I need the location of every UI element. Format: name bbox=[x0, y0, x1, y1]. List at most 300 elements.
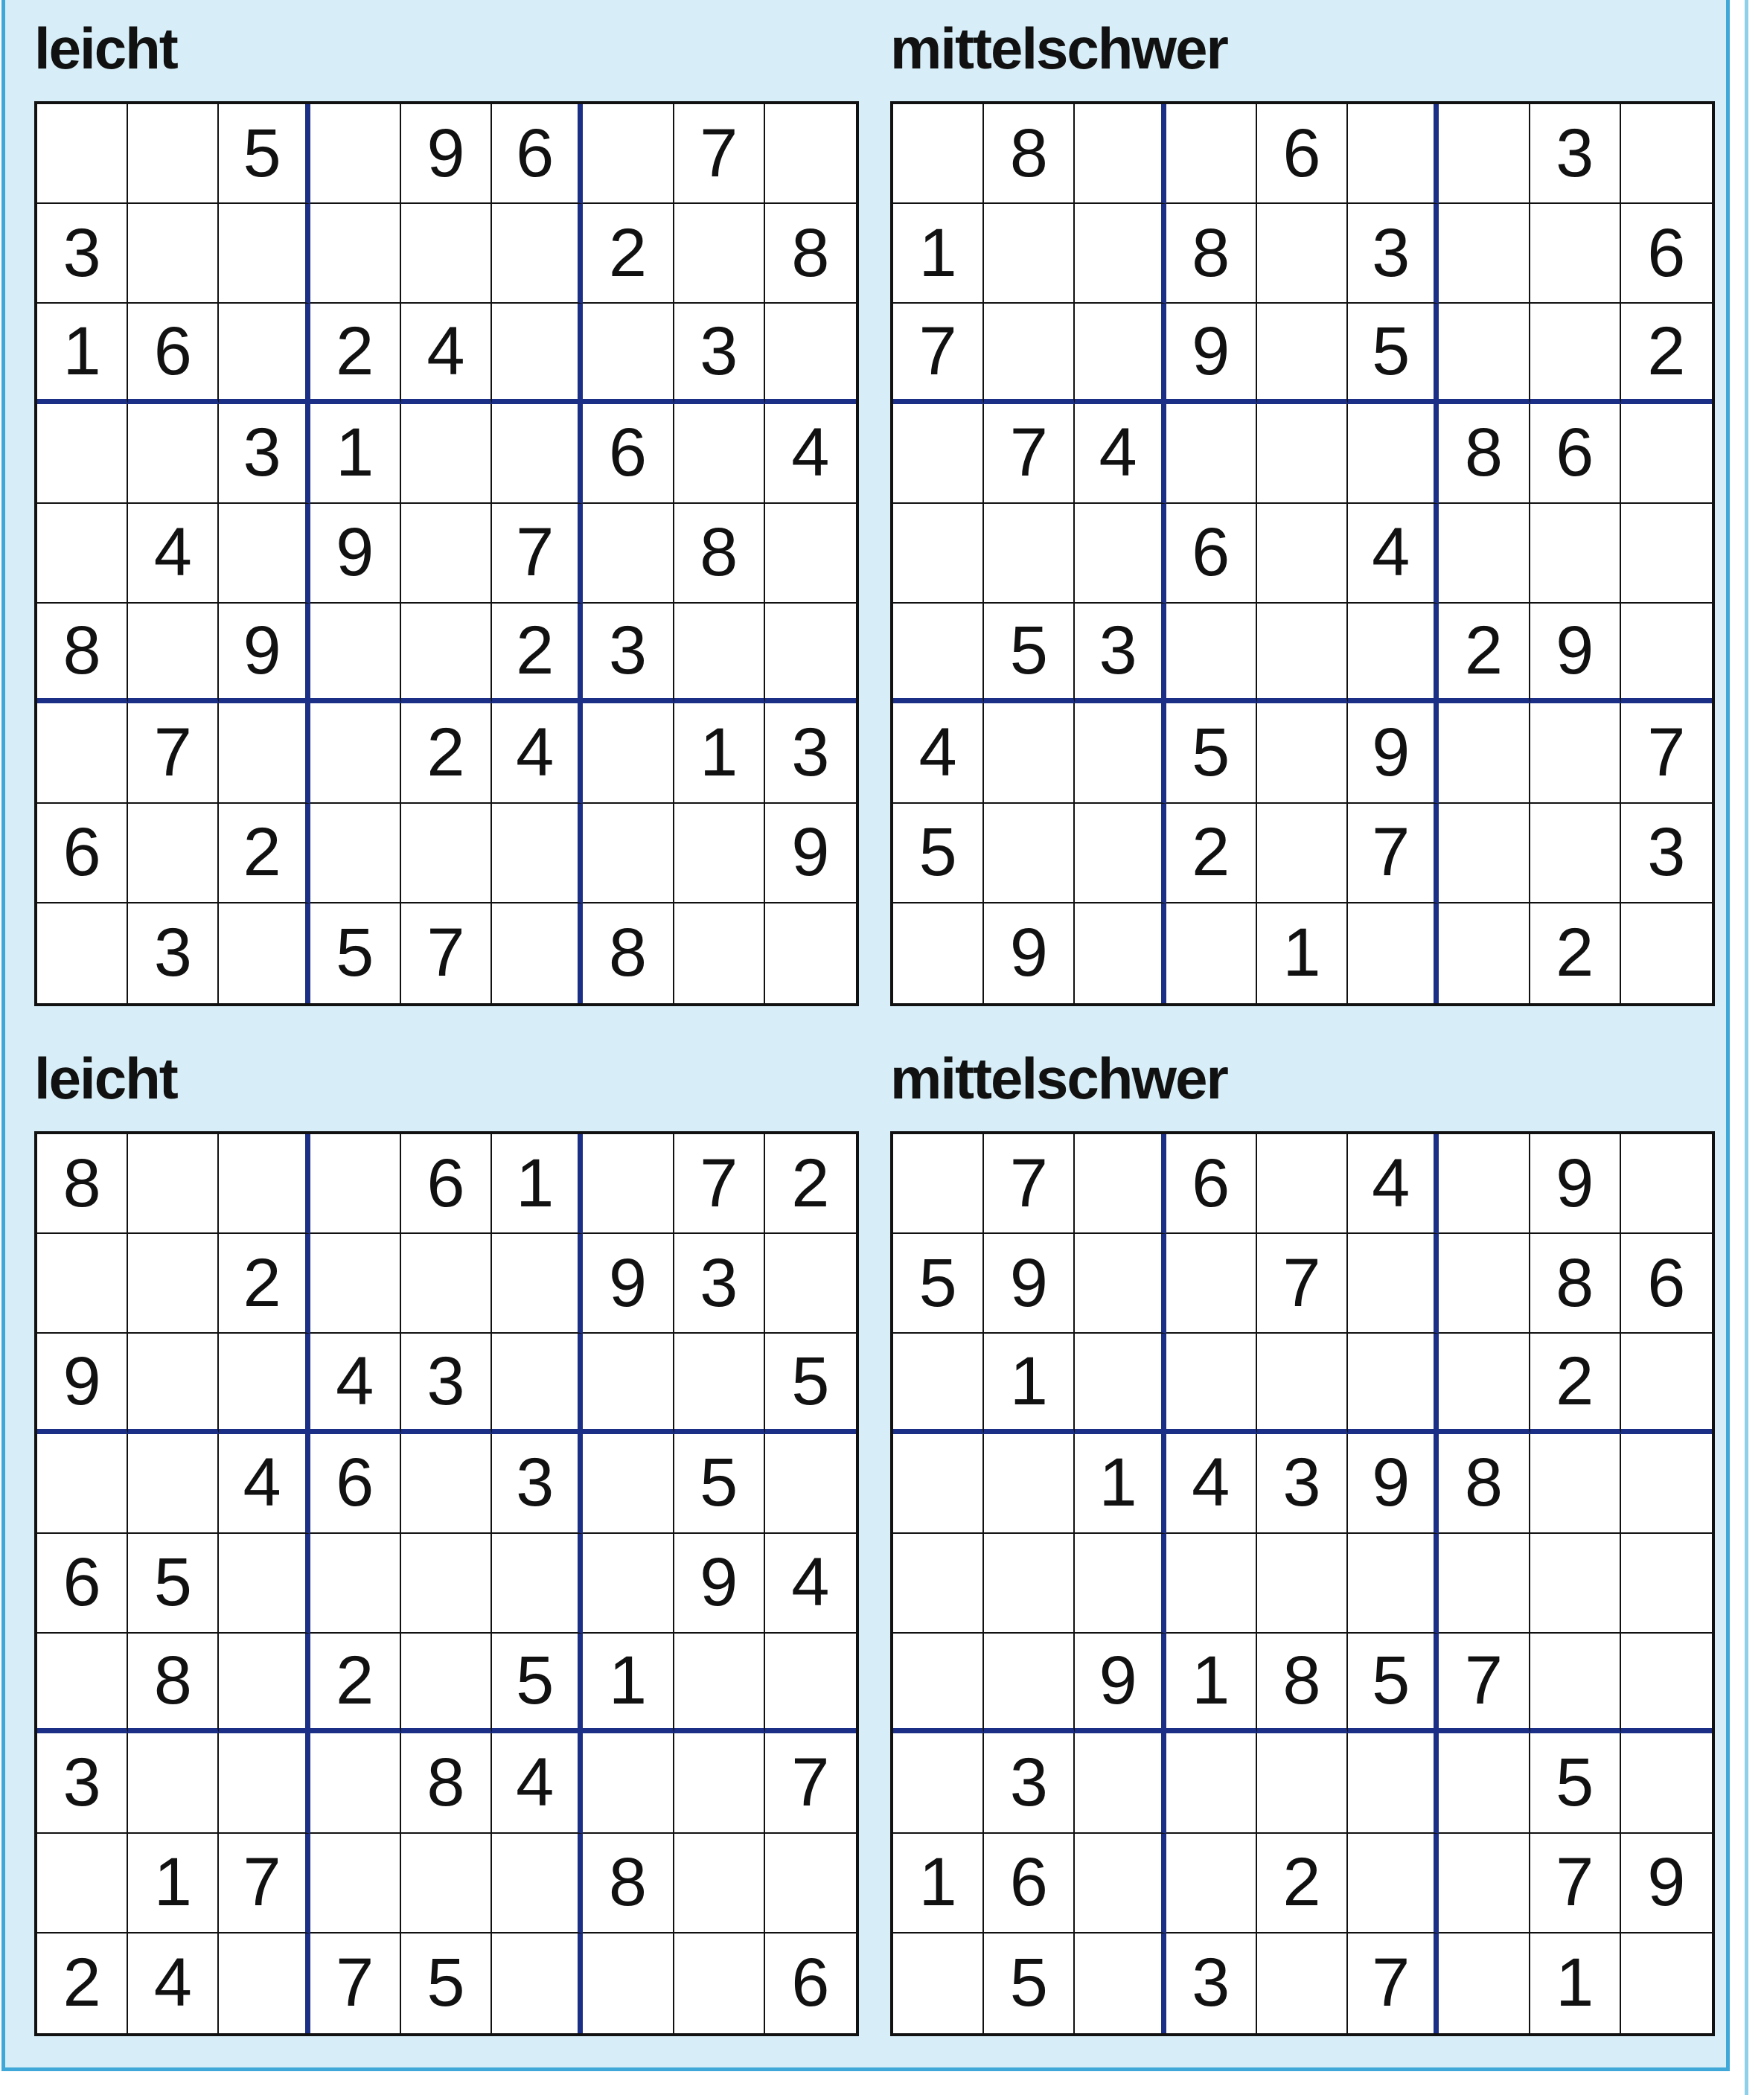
sudoku-cell[interactable]: 6 bbox=[492, 104, 583, 204]
sudoku-cell[interactable]: 4 bbox=[765, 1534, 856, 1634]
sudoku-cell[interactable]: 6 bbox=[1166, 1134, 1257, 1234]
sudoku-cell[interactable] bbox=[984, 504, 1075, 604]
sudoku-cell[interactable]: 6 bbox=[1166, 504, 1257, 604]
sudoku-cell[interactable]: 8 bbox=[583, 903, 674, 1003]
sudoku-cell[interactable] bbox=[219, 1534, 310, 1634]
sudoku-cell[interactable] bbox=[674, 1634, 765, 1733]
sudoku-cell[interactable] bbox=[1166, 1834, 1257, 1934]
sudoku-cell[interactable]: 2 bbox=[583, 204, 674, 304]
sudoku-cell[interactable] bbox=[984, 1434, 1075, 1534]
sudoku-cell[interactable] bbox=[1439, 1834, 1530, 1934]
sudoku-cell[interactable]: 7 bbox=[401, 903, 492, 1003]
sudoku-cell[interactable] bbox=[765, 1634, 856, 1733]
sudoku-cell[interactable] bbox=[583, 304, 674, 403]
sudoku-cell[interactable]: 8 bbox=[1166, 204, 1257, 304]
sudoku-cell[interactable]: 5 bbox=[893, 1234, 984, 1334]
sudoku-cell[interactable] bbox=[401, 404, 492, 504]
sudoku-cell[interactable] bbox=[1075, 1733, 1166, 1833]
sudoku-cell[interactable] bbox=[310, 1234, 401, 1334]
sudoku-cell[interactable]: 5 bbox=[1348, 1634, 1439, 1733]
sudoku-cell[interactable] bbox=[492, 1834, 583, 1934]
sudoku-cell[interactable]: 1 bbox=[1257, 903, 1348, 1003]
sudoku-cell[interactable]: 6 bbox=[310, 1434, 401, 1534]
sudoku-cell[interactable] bbox=[1166, 1234, 1257, 1334]
sudoku-cell[interactable] bbox=[1075, 1934, 1166, 2033]
sudoku-cell[interactable] bbox=[492, 1334, 583, 1433]
sudoku-cell[interactable]: 7 bbox=[1348, 1934, 1439, 2033]
sudoku-cell[interactable] bbox=[310, 1733, 401, 1833]
sudoku-cell[interactable]: 8 bbox=[1530, 1234, 1621, 1334]
sudoku-cell[interactable] bbox=[1257, 1733, 1348, 1833]
sudoku-cell[interactable] bbox=[219, 903, 310, 1003]
sudoku-cell[interactable] bbox=[310, 804, 401, 903]
sudoku-cell[interactable] bbox=[1530, 304, 1621, 403]
sudoku-cell[interactable] bbox=[984, 1534, 1075, 1634]
sudoku-cell[interactable] bbox=[128, 104, 219, 204]
sudoku-cell[interactable]: 6 bbox=[791, 1945, 830, 2021]
sudoku-cell[interactable] bbox=[1621, 1334, 1712, 1433]
sudoku-cell[interactable] bbox=[128, 1234, 219, 1334]
sudoku-cell[interactable]: 7 bbox=[674, 1134, 765, 1234]
sudoku-cell[interactable] bbox=[1621, 1934, 1712, 2033]
sudoku-cell[interactable]: 3 bbox=[1348, 204, 1439, 304]
sudoku-cell[interactable]: 8 bbox=[1439, 404, 1530, 504]
sudoku-cell[interactable] bbox=[1621, 1434, 1712, 1534]
sudoku-cell[interactable] bbox=[1257, 1534, 1348, 1634]
sudoku-cell[interactable] bbox=[583, 1733, 674, 1833]
sudoku-cell[interactable] bbox=[984, 703, 1075, 803]
sudoku-cell[interactable]: 2 bbox=[310, 304, 401, 403]
sudoku-cell[interactable] bbox=[1257, 1934, 1348, 2033]
sudoku-cell[interactable]: 4 bbox=[219, 1434, 310, 1534]
sudoku-cell[interactable]: 6 bbox=[984, 1834, 1075, 1934]
sudoku-cell[interactable] bbox=[37, 703, 128, 803]
sudoku-cell[interactable] bbox=[1621, 903, 1712, 1003]
sudoku-cell[interactable] bbox=[765, 604, 856, 703]
sudoku-cell[interactable] bbox=[1621, 404, 1712, 504]
sudoku-cell[interactable] bbox=[893, 1934, 984, 2033]
sudoku-cell[interactable]: 3 bbox=[128, 903, 219, 1003]
sudoku-cell[interactable] bbox=[674, 1834, 765, 1934]
sudoku-cell[interactable]: 6 bbox=[583, 404, 674, 504]
sudoku-cell[interactable] bbox=[492, 1534, 583, 1634]
sudoku-cell[interactable] bbox=[1530, 504, 1621, 604]
sudoku-cell[interactable] bbox=[1257, 504, 1348, 604]
sudoku-cell[interactable] bbox=[1257, 1334, 1348, 1433]
sudoku-cell[interactable]: 3 bbox=[1530, 104, 1621, 204]
sudoku-cell[interactable] bbox=[401, 604, 492, 703]
sudoku-cell[interactable]: 3 bbox=[1257, 1434, 1348, 1534]
sudoku-cell[interactable]: 3 bbox=[674, 304, 765, 403]
sudoku-cell[interactable]: 1 bbox=[984, 1334, 1075, 1433]
sudoku-cell[interactable]: 8 bbox=[128, 1634, 219, 1733]
sudoku-cell[interactable]: 3 bbox=[492, 1434, 583, 1534]
sudoku-cell[interactable] bbox=[1348, 1733, 1439, 1833]
sudoku-cell[interactable] bbox=[310, 703, 401, 803]
sudoku-cell[interactable] bbox=[893, 604, 984, 703]
sudoku-cell[interactable] bbox=[583, 1134, 674, 1234]
sudoku-cell[interactable] bbox=[1530, 1634, 1621, 1733]
sudoku-cell[interactable] bbox=[583, 703, 674, 803]
sudoku-cell[interactable] bbox=[1348, 1834, 1439, 1934]
sudoku-cell[interactable]: 4 bbox=[1075, 404, 1166, 504]
sudoku-cell[interactable]: 1 bbox=[1075, 1434, 1166, 1534]
sudoku-cell[interactable] bbox=[765, 1434, 856, 1534]
sudoku-cell[interactable]: 4 bbox=[765, 404, 856, 504]
sudoku-cell[interactable] bbox=[893, 1434, 984, 1534]
sudoku-cell[interactable] bbox=[674, 804, 765, 903]
sudoku-cell[interactable] bbox=[1621, 1733, 1712, 1833]
sudoku-cell[interactable]: 4 bbox=[492, 703, 583, 803]
sudoku-cell[interactable]: 5 bbox=[765, 1334, 856, 1433]
sudoku-cell[interactable] bbox=[401, 1234, 492, 1334]
sudoku-cell[interactable] bbox=[893, 1534, 984, 1634]
sudoku-cell[interactable] bbox=[219, 1934, 310, 2033]
sudoku-cell[interactable] bbox=[1257, 1134, 1348, 1234]
sudoku-cell[interactable] bbox=[1439, 1733, 1530, 1833]
sudoku-cell[interactable] bbox=[583, 504, 674, 604]
sudoku-cell[interactable]: 3 bbox=[765, 703, 856, 803]
sudoku-cell[interactable] bbox=[219, 1733, 310, 1833]
sudoku-cell[interactable]: 7 bbox=[1257, 1234, 1348, 1334]
sudoku-cell[interactable]: 1 bbox=[37, 304, 128, 403]
sudoku-cell[interactable] bbox=[1166, 1534, 1257, 1634]
sudoku-cell[interactable]: 4 bbox=[1348, 504, 1439, 604]
sudoku-cell[interactable] bbox=[1530, 204, 1621, 304]
sudoku-cell[interactable] bbox=[219, 1134, 310, 1234]
sudoku-cell[interactable] bbox=[128, 1434, 219, 1534]
sudoku-cell[interactable] bbox=[1257, 703, 1348, 803]
sudoku-cell[interactable] bbox=[1075, 903, 1166, 1003]
sudoku-cell[interactable] bbox=[893, 104, 984, 204]
sudoku-cell[interactable]: 9 bbox=[583, 1234, 674, 1334]
sudoku-cell[interactable] bbox=[1075, 1134, 1166, 1234]
sudoku-cell[interactable]: 9 bbox=[1075, 1634, 1166, 1733]
sudoku-cell[interactable]: 5 bbox=[401, 1934, 492, 2033]
sudoku-cell[interactable]: 8 bbox=[765, 204, 856, 304]
sudoku-cell[interactable]: 3 bbox=[674, 1234, 765, 1334]
sudoku-cell[interactable] bbox=[893, 1733, 984, 1833]
sudoku-cell[interactable]: 6 bbox=[128, 304, 219, 403]
sudoku-cell[interactable]: 6 bbox=[1621, 204, 1712, 304]
sudoku-cell[interactable] bbox=[37, 903, 128, 1003]
sudoku-cell[interactable]: 9 bbox=[401, 104, 492, 204]
sudoku-cell[interactable] bbox=[492, 1934, 583, 2033]
sudoku-cell[interactable] bbox=[128, 1733, 219, 1833]
sudoku-cell[interactable] bbox=[310, 204, 401, 304]
sudoku-cell[interactable]: 2 bbox=[492, 604, 583, 703]
sudoku-cell[interactable]: 9 bbox=[1348, 1434, 1439, 1534]
sudoku-cell[interactable] bbox=[1075, 204, 1166, 304]
sudoku-cell[interactable]: 4 bbox=[1166, 1434, 1257, 1534]
sudoku-cell[interactable] bbox=[893, 1634, 984, 1733]
sudoku-cell[interactable] bbox=[128, 604, 219, 703]
sudoku-cell[interactable] bbox=[893, 1134, 984, 1234]
sudoku-cell[interactable] bbox=[401, 1534, 492, 1634]
sudoku-cell[interactable] bbox=[984, 804, 1075, 903]
sudoku-cell[interactable] bbox=[765, 1834, 856, 1934]
sudoku-cell[interactable]: 1 bbox=[893, 1834, 984, 1934]
sudoku-cell[interactable]: 7 bbox=[984, 404, 1075, 504]
sudoku-cell[interactable]: 5 bbox=[674, 1434, 765, 1534]
sudoku-cell[interactable] bbox=[1621, 104, 1712, 204]
sudoku-cell[interactable]: 2 bbox=[219, 804, 310, 903]
sudoku-cell[interactable] bbox=[1166, 104, 1257, 204]
sudoku-cell[interactable]: 9 bbox=[984, 903, 1075, 1003]
sudoku-cell[interactable] bbox=[37, 504, 128, 604]
sudoku-cell[interactable] bbox=[1348, 903, 1439, 1003]
sudoku-cell[interactable]: 9 bbox=[1348, 703, 1439, 803]
sudoku-cell[interactable] bbox=[310, 104, 401, 204]
sudoku-cell[interactable] bbox=[674, 604, 765, 703]
sudoku-cell[interactable] bbox=[219, 1334, 310, 1433]
sudoku-cell[interactable] bbox=[492, 204, 583, 304]
sudoku-cell[interactable]: 2 bbox=[37, 1934, 128, 2033]
sudoku-cell[interactable]: 5 bbox=[492, 1634, 583, 1733]
sudoku-cell[interactable] bbox=[583, 1334, 674, 1433]
sudoku-cell[interactable] bbox=[984, 304, 1075, 403]
sudoku-cell[interactable] bbox=[1075, 1534, 1166, 1634]
sudoku-cell[interactable] bbox=[1439, 304, 1530, 403]
sudoku-cell[interactable] bbox=[1075, 104, 1166, 204]
sudoku-cell[interactable]: 2 bbox=[1530, 903, 1621, 1003]
sudoku-cell[interactable]: 2 bbox=[1621, 304, 1712, 403]
sudoku-cell[interactable] bbox=[1439, 204, 1530, 304]
sudoku-cell[interactable]: 7 bbox=[1348, 804, 1439, 903]
sudoku-cell[interactable]: 1 bbox=[128, 1834, 219, 1934]
sudoku-cell[interactable]: 4 bbox=[128, 1934, 219, 2033]
sudoku-cell[interactable] bbox=[893, 903, 984, 1003]
sudoku-cell[interactable] bbox=[128, 404, 219, 504]
sudoku-cell[interactable]: 7 bbox=[492, 504, 583, 604]
sudoku-cell[interactable]: 5 bbox=[984, 1934, 1075, 2033]
sudoku-cell[interactable]: 8 bbox=[1257, 1634, 1348, 1733]
sudoku-cell[interactable]: 9 bbox=[310, 504, 401, 604]
sudoku-cell[interactable] bbox=[1439, 804, 1530, 903]
sudoku-cell[interactable] bbox=[310, 1134, 401, 1234]
sudoku-cell[interactable] bbox=[1621, 504, 1712, 604]
sudoku-cell[interactable] bbox=[1348, 1234, 1439, 1334]
sudoku-cell[interactable] bbox=[37, 404, 128, 504]
sudoku-cell[interactable] bbox=[583, 1934, 674, 2033]
sudoku-cell[interactable] bbox=[401, 804, 492, 903]
sudoku-cell[interactable]: 5 bbox=[893, 804, 984, 903]
sudoku-cell[interactable] bbox=[1075, 703, 1166, 803]
sudoku-cell[interactable]: 3 bbox=[37, 1733, 128, 1833]
sudoku-cell[interactable]: 7 bbox=[1439, 1634, 1530, 1733]
sudoku-cell[interactable] bbox=[492, 804, 583, 903]
sudoku-cell[interactable] bbox=[765, 903, 856, 1003]
sudoku-cell[interactable]: 8 bbox=[37, 1134, 128, 1234]
sudoku-cell[interactable]: 6 bbox=[401, 1134, 492, 1234]
sudoku-cell[interactable] bbox=[1166, 404, 1257, 504]
sudoku-cell[interactable] bbox=[765, 104, 856, 204]
sudoku-cell[interactable]: 2 bbox=[765, 1134, 856, 1234]
sudoku-cell[interactable] bbox=[1530, 1434, 1621, 1534]
sudoku-cell[interactable] bbox=[1439, 703, 1530, 803]
sudoku-cell[interactable] bbox=[674, 1934, 765, 2033]
sudoku-cell[interactable]: 3 bbox=[219, 404, 310, 504]
sudoku-cell[interactable]: 9 bbox=[1166, 304, 1257, 403]
sudoku-cell[interactable]: 8 bbox=[583, 1834, 674, 1934]
sudoku-cell[interactable] bbox=[37, 104, 128, 204]
sudoku-cell[interactable] bbox=[1257, 404, 1348, 504]
sudoku-cell[interactable] bbox=[1439, 1234, 1530, 1334]
sudoku-cell[interactable] bbox=[1075, 1834, 1166, 1934]
sudoku-cell[interactable] bbox=[492, 903, 583, 1003]
sudoku-cell[interactable]: 8 bbox=[1439, 1434, 1530, 1534]
sudoku-cell[interactable]: 2 bbox=[1257, 1834, 1348, 1934]
sudoku-cell[interactable]: 7 bbox=[765, 1733, 856, 1833]
sudoku-cell[interactable] bbox=[219, 703, 310, 803]
sudoku-cell[interactable] bbox=[1439, 903, 1530, 1003]
sudoku-cell[interactable]: 2 bbox=[1166, 804, 1257, 903]
sudoku-cell[interactable]: 1 bbox=[310, 404, 401, 504]
sudoku-cell[interactable]: 9 bbox=[984, 1234, 1075, 1334]
sudoku-cell[interactable]: 4 bbox=[1348, 1134, 1439, 1234]
sudoku-cell[interactable] bbox=[1257, 304, 1348, 403]
sudoku-cell[interactable] bbox=[765, 1234, 856, 1334]
sudoku-cell[interactable] bbox=[219, 504, 310, 604]
sudoku-cell[interactable]: 6 bbox=[37, 804, 128, 903]
sudoku-cell[interactable] bbox=[128, 1334, 219, 1433]
sudoku-cell[interactable]: 2 bbox=[401, 703, 492, 803]
sudoku-cell[interactable] bbox=[492, 304, 583, 403]
sudoku-cell[interactable]: 3 bbox=[37, 204, 128, 304]
sudoku-cell[interactable] bbox=[583, 804, 674, 903]
sudoku-cell[interactable] bbox=[1075, 504, 1166, 604]
sudoku-cell[interactable] bbox=[1348, 404, 1439, 504]
sudoku-cell[interactable] bbox=[1621, 604, 1712, 703]
sudoku-cell[interactable] bbox=[1439, 1334, 1530, 1433]
sudoku-cell[interactable] bbox=[893, 404, 984, 504]
sudoku-cell[interactable] bbox=[219, 204, 310, 304]
sudoku-cell[interactable] bbox=[1166, 1733, 1257, 1833]
sudoku-cell[interactable] bbox=[401, 1634, 492, 1733]
sudoku-cell[interactable]: 6 bbox=[37, 1534, 128, 1634]
sudoku-cell[interactable] bbox=[128, 1134, 219, 1234]
sudoku-cell[interactable]: 9 bbox=[219, 604, 310, 703]
sudoku-cell[interactable] bbox=[310, 1534, 401, 1634]
sudoku-cell[interactable] bbox=[1348, 1334, 1439, 1433]
sudoku-cell[interactable] bbox=[1348, 604, 1439, 703]
sudoku-cell[interactable] bbox=[37, 1234, 128, 1334]
sudoku-cell[interactable]: 9 bbox=[1621, 1834, 1712, 1934]
sudoku-cell[interactable]: 8 bbox=[984, 104, 1075, 204]
sudoku-cell[interactable]: 1 bbox=[492, 1134, 583, 1234]
sudoku-cell[interactable] bbox=[583, 104, 674, 204]
sudoku-cell[interactable]: 7 bbox=[674, 104, 765, 204]
sudoku-cell[interactable]: 1 bbox=[583, 1634, 674, 1733]
sudoku-cell[interactable] bbox=[219, 1634, 310, 1733]
sudoku-cell[interactable] bbox=[1075, 1234, 1166, 1334]
sudoku-cell[interactable] bbox=[1257, 604, 1348, 703]
sudoku-cell[interactable] bbox=[583, 1434, 674, 1534]
sudoku-cell[interactable] bbox=[984, 204, 1075, 304]
sudoku-cell[interactable]: 8 bbox=[37, 604, 128, 703]
sudoku-cell[interactable] bbox=[1166, 903, 1257, 1003]
sudoku-cell[interactable] bbox=[1257, 804, 1348, 903]
sudoku-cell[interactable] bbox=[401, 1834, 492, 1934]
sudoku-cell[interactable] bbox=[401, 1434, 492, 1534]
sudoku-cell[interactable] bbox=[674, 1733, 765, 1833]
sudoku-cell[interactable] bbox=[1621, 1534, 1712, 1634]
sudoku-cell[interactable]: 1 bbox=[1530, 1934, 1621, 2033]
sudoku-cell[interactable]: 4 bbox=[401, 304, 492, 403]
sudoku-cell[interactable] bbox=[1621, 1134, 1712, 1234]
sudoku-cell[interactable]: 9 bbox=[37, 1334, 128, 1433]
sudoku-cell[interactable]: 5 bbox=[1348, 304, 1439, 403]
sudoku-cell[interactable] bbox=[1530, 703, 1621, 803]
sudoku-cell[interactable] bbox=[1439, 504, 1530, 604]
sudoku-cell[interactable] bbox=[893, 504, 984, 604]
sudoku-cell[interactable]: 6 bbox=[1530, 404, 1621, 504]
sudoku-cell[interactable] bbox=[1530, 1534, 1621, 1634]
sudoku-cell[interactable] bbox=[674, 404, 765, 504]
sudoku-cell[interactable]: 5 bbox=[219, 104, 310, 204]
sudoku-cell[interactable] bbox=[765, 304, 856, 403]
sudoku-cell[interactable] bbox=[1075, 1334, 1166, 1433]
sudoku-cell[interactable] bbox=[1621, 1634, 1712, 1733]
sudoku-cell[interactable]: 5 bbox=[310, 903, 401, 1003]
sudoku-cell[interactable]: 8 bbox=[674, 504, 765, 604]
sudoku-cell[interactable]: 7 bbox=[219, 1834, 310, 1934]
sudoku-cell[interactable]: 3 bbox=[1621, 804, 1712, 903]
sudoku-cell[interactable] bbox=[1257, 204, 1348, 304]
sudoku-cell[interactable]: 6 bbox=[1257, 104, 1348, 204]
sudoku-cell[interactable] bbox=[310, 1834, 401, 1934]
sudoku-cell[interactable] bbox=[893, 1334, 984, 1433]
sudoku-cell[interactable]: 3 bbox=[1166, 1934, 1257, 2033]
sudoku-cell[interactable]: 9 bbox=[1530, 1134, 1621, 1234]
sudoku-cell[interactable]: 2 bbox=[1439, 604, 1530, 703]
sudoku-cell[interactable]: 4 bbox=[492, 1733, 583, 1833]
sudoku-cell[interactable] bbox=[674, 903, 765, 1003]
sudoku-cell[interactable] bbox=[310, 604, 401, 703]
sudoku-cell[interactable] bbox=[1439, 104, 1530, 204]
sudoku-cell[interactable]: 3 bbox=[401, 1334, 492, 1433]
sudoku-cell[interactable] bbox=[1075, 304, 1166, 403]
sudoku-cell[interactable] bbox=[1530, 804, 1621, 903]
sudoku-cell[interactable]: 2 bbox=[219, 1234, 310, 1334]
sudoku-cell[interactable]: 4 bbox=[310, 1334, 401, 1433]
sudoku-cell[interactable]: 1 bbox=[893, 204, 984, 304]
sudoku-cell[interactable] bbox=[1348, 1534, 1439, 1634]
sudoku-cell[interactable] bbox=[765, 504, 856, 604]
sudoku-cell[interactable] bbox=[1166, 1334, 1257, 1433]
sudoku-cell[interactable]: 3 bbox=[984, 1733, 1075, 1833]
sudoku-cell[interactable] bbox=[1075, 804, 1166, 903]
sudoku-cell[interactable] bbox=[37, 1834, 128, 1934]
sudoku-cell[interactable] bbox=[1439, 1134, 1530, 1234]
sudoku-cell[interactable] bbox=[1348, 104, 1439, 204]
sudoku-cell[interactable]: 7 bbox=[1621, 703, 1712, 803]
sudoku-cell[interactable]: 4 bbox=[128, 504, 219, 604]
sudoku-cell[interactable]: 9 bbox=[1530, 604, 1621, 703]
sudoku-cell[interactable]: 5 bbox=[1530, 1733, 1621, 1833]
sudoku-cell[interactable]: 3 bbox=[1075, 604, 1166, 703]
sudoku-cell[interactable]: 1 bbox=[1166, 1634, 1257, 1733]
sudoku-cell[interactable]: 7 bbox=[984, 1134, 1075, 1234]
sudoku-cell[interactable]: 1 bbox=[674, 703, 765, 803]
sudoku-cell[interactable] bbox=[219, 304, 310, 403]
sudoku-cell[interactable] bbox=[37, 1634, 128, 1733]
sudoku-cell[interactable] bbox=[583, 1534, 674, 1634]
sudoku-cell[interactable]: 5 bbox=[128, 1534, 219, 1634]
sudoku-cell[interactable] bbox=[492, 1234, 583, 1334]
sudoku-cell[interactable]: 5 bbox=[1166, 703, 1257, 803]
sudoku-cell[interactable] bbox=[674, 1334, 765, 1433]
